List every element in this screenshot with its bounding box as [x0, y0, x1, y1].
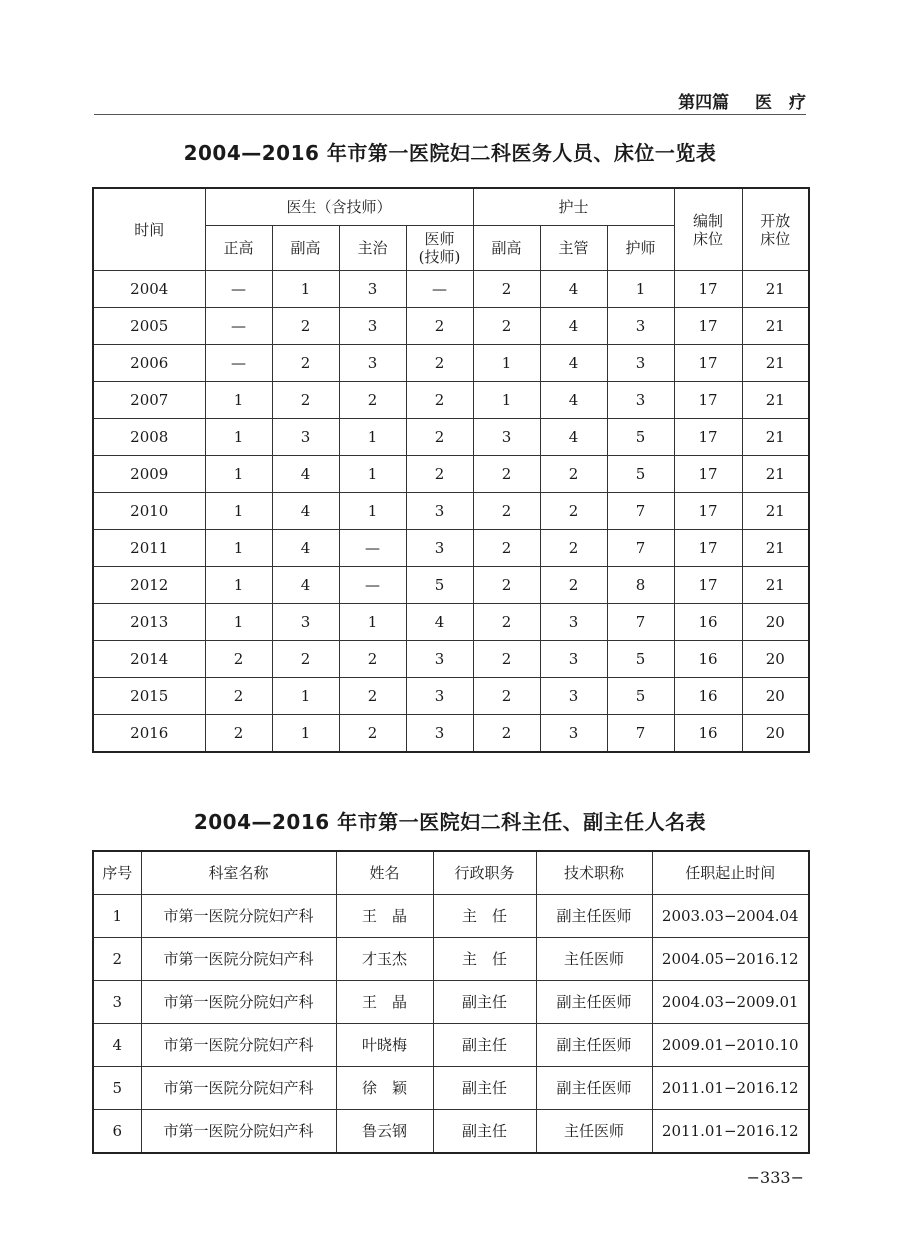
- table-cell: 16: [674, 641, 742, 678]
- table-cell: 4: [540, 271, 607, 308]
- table-cell: 2: [272, 382, 339, 419]
- table-cell: —: [406, 271, 473, 308]
- table-cell: —: [339, 567, 406, 604]
- table-cell: 17: [674, 271, 742, 308]
- table-cell: 3: [607, 308, 674, 345]
- table-cell: 3: [93, 981, 141, 1024]
- table-cell: 1: [339, 419, 406, 456]
- table-cell: 5: [607, 678, 674, 715]
- table-cell: 2006: [93, 345, 205, 382]
- table-row: [93, 530, 809, 567]
- table-cell: 2004: [93, 271, 205, 308]
- table-row: [93, 308, 809, 345]
- table-cell: 1: [339, 604, 406, 641]
- director-table: [92, 850, 810, 1154]
- table-cell: 17: [674, 493, 742, 530]
- table-cell: 2014: [93, 641, 205, 678]
- table-cell: 21: [742, 382, 809, 419]
- table-cell: 1: [205, 419, 272, 456]
- table-cell: 3: [406, 715, 473, 753]
- table-cell: 4: [272, 530, 339, 567]
- table-cell: 3: [406, 678, 473, 715]
- director-table-title: 2004—2016 年市第一医院妇二科主任、副主任人名表: [193, 810, 707, 834]
- table-row: [93, 382, 809, 419]
- table-cell: 3: [540, 715, 607, 753]
- running-head: [94, 88, 806, 115]
- table-cell: 才玉杰: [336, 938, 433, 981]
- table-row: [93, 567, 809, 604]
- table-cell: 3: [272, 419, 339, 456]
- table-cell: 2009.01−2010.10: [652, 1024, 809, 1067]
- table-cell: 鲁云钢: [336, 1110, 433, 1154]
- table-cell: 3: [339, 271, 406, 308]
- table-cell: 1: [205, 382, 272, 419]
- table-cell: 1: [339, 493, 406, 530]
- table-cell: 1: [272, 678, 339, 715]
- table-cell: 3: [272, 604, 339, 641]
- table-cell: 市第一医院分院妇产科: [141, 981, 336, 1024]
- table-row: [93, 1067, 809, 1110]
- table-row: [93, 895, 809, 938]
- table-cell: 2: [473, 715, 540, 753]
- table-cell: 市第一医院分院妇产科: [141, 1110, 336, 1154]
- table-cell: 2: [406, 382, 473, 419]
- table-cell: 副主任医师: [536, 1024, 652, 1067]
- table-cell: —: [205, 308, 272, 345]
- table-cell: 2004.03−2009.01: [652, 981, 809, 1024]
- table-cell: 4: [272, 456, 339, 493]
- table-cell: 3: [406, 493, 473, 530]
- table-cell: 2: [272, 308, 339, 345]
- table-cell: 副主任: [433, 1110, 536, 1154]
- table-cell: 7: [607, 530, 674, 567]
- table-cell: 2: [540, 456, 607, 493]
- table-cell: 2: [473, 678, 540, 715]
- table-cell: 3: [540, 678, 607, 715]
- table-cell: 2: [540, 567, 607, 604]
- table-cell: 1: [272, 271, 339, 308]
- table-cell: 2: [205, 641, 272, 678]
- table-cell: 2011.01−2016.12: [652, 1067, 809, 1110]
- header-term: 任职起止时间: [652, 851, 809, 895]
- table-cell: 5: [406, 567, 473, 604]
- table-cell: 2: [406, 308, 473, 345]
- table-cell: 4: [540, 308, 607, 345]
- table-cell: 副主任: [433, 981, 536, 1024]
- table-cell: 市第一医院分院妇产科: [141, 938, 336, 981]
- header-open-beds: 开放 床位: [742, 188, 809, 271]
- table-cell: 2008: [93, 419, 205, 456]
- table-row: [93, 981, 809, 1024]
- table-cell: 2: [93, 938, 141, 981]
- table-cell: 1: [205, 530, 272, 567]
- table-cell: 2016: [93, 715, 205, 753]
- table-cell: 2: [406, 345, 473, 382]
- table-cell: 4: [540, 345, 607, 382]
- header-tech-title: 技术职称: [536, 851, 652, 895]
- table-cell: 20: [742, 715, 809, 753]
- table-cell: 副主任医师: [536, 981, 652, 1024]
- header-nurse-associate: 副高: [473, 226, 540, 271]
- staff-table-title: 2004—2016 年市第一医院妇二科医务人员、床位一览表: [183, 141, 717, 165]
- header-doctor-group: 医生（含技师）: [205, 188, 473, 226]
- table-row: [93, 419, 809, 456]
- table-cell: 2005: [93, 308, 205, 345]
- table-row: [93, 456, 809, 493]
- table-cell: 副主任: [433, 1067, 536, 1110]
- table-cell: 3: [406, 641, 473, 678]
- table-cell: 市第一医院分院妇产科: [141, 895, 336, 938]
- table-cell: 21: [742, 456, 809, 493]
- table-cell: 3: [540, 641, 607, 678]
- table-cell: 16: [674, 678, 742, 715]
- table-cell: 主 任: [433, 938, 536, 981]
- table-cell: 1: [272, 715, 339, 753]
- header-department: 科室名称: [141, 851, 336, 895]
- table-cell: 8: [607, 567, 674, 604]
- header-name: 姓名: [336, 851, 433, 895]
- table-cell: 17: [674, 456, 742, 493]
- table-cell: 1: [339, 456, 406, 493]
- header-nurse-group: 护士: [473, 188, 674, 226]
- table-cell: 3: [339, 345, 406, 382]
- table-cell: 2: [205, 715, 272, 753]
- table-cell: 2: [473, 308, 540, 345]
- table-cell: 王 晶: [336, 981, 433, 1024]
- table-cell: 2: [339, 678, 406, 715]
- table-row: [93, 938, 809, 981]
- table-cell: 2003.03−2004.04: [652, 895, 809, 938]
- table-cell: 3: [540, 604, 607, 641]
- header-index: 序号: [93, 851, 141, 895]
- table-cell: 2004.05−2016.12: [652, 938, 809, 981]
- table-cell: 2009: [93, 456, 205, 493]
- table-cell: 17: [674, 419, 742, 456]
- table-cell: 17: [674, 567, 742, 604]
- table-cell: 7: [607, 604, 674, 641]
- table-cell: 4: [540, 419, 607, 456]
- table-cell: 16: [674, 715, 742, 753]
- table-cell: 2012: [93, 567, 205, 604]
- table-cell: 21: [742, 345, 809, 382]
- table-cell: 2: [540, 493, 607, 530]
- table-cell: 2: [406, 456, 473, 493]
- table-cell: 3: [607, 345, 674, 382]
- table-cell: 6: [93, 1110, 141, 1154]
- staff-beds-table: [92, 187, 810, 753]
- table-cell: 1: [205, 493, 272, 530]
- table-cell: 20: [742, 641, 809, 678]
- header-doctor-associate: 副高: [272, 226, 339, 271]
- table-cell: 2007: [93, 382, 205, 419]
- table-row: [93, 493, 809, 530]
- header-planned-beds: 编制 床位: [674, 188, 742, 271]
- table-cell: 17: [674, 308, 742, 345]
- table-row: [93, 715, 809, 753]
- table-cell: 主 任: [433, 895, 536, 938]
- table-cell: 3: [607, 382, 674, 419]
- table-cell: 1: [473, 345, 540, 382]
- table-cell: 2: [339, 641, 406, 678]
- running-head-part: 第四篇: [678, 93, 730, 113]
- table-row: [93, 271, 809, 308]
- table-cell: 主任医师: [536, 938, 652, 981]
- table-cell: 20: [742, 604, 809, 641]
- table-cell: 2: [272, 345, 339, 382]
- table-cell: 2013: [93, 604, 205, 641]
- table-cell: 21: [742, 271, 809, 308]
- header-doctor-physician: 医师 (技师): [406, 226, 473, 271]
- header-nurse-supervisor: 主管: [540, 226, 607, 271]
- table-row: [93, 345, 809, 382]
- table-cell: 7: [607, 715, 674, 753]
- table-cell: —: [205, 345, 272, 382]
- table-cell: 2011.01−2016.12: [652, 1110, 809, 1154]
- table-cell: 副主任医师: [536, 1067, 652, 1110]
- table-row: [93, 641, 809, 678]
- table-cell: 副主任医师: [536, 895, 652, 938]
- table-cell: 5: [93, 1067, 141, 1110]
- table-cell: 1: [205, 604, 272, 641]
- table-cell: 21: [742, 419, 809, 456]
- table-cell: 2: [540, 530, 607, 567]
- table-cell: 4: [93, 1024, 141, 1067]
- table-cell: 21: [742, 308, 809, 345]
- table-cell: 2: [205, 678, 272, 715]
- table-cell: 2: [473, 271, 540, 308]
- table-cell: 5: [607, 456, 674, 493]
- table-cell: 21: [742, 530, 809, 567]
- table-cell: 2010: [93, 493, 205, 530]
- table-cell: 2011: [93, 530, 205, 567]
- table-cell: 3: [406, 530, 473, 567]
- header-nurse-nurse: 护师: [607, 226, 674, 271]
- table-cell: 1: [607, 271, 674, 308]
- header-doctor-senior: 正高: [205, 226, 272, 271]
- table-cell: 5: [607, 641, 674, 678]
- table-cell: 20: [742, 678, 809, 715]
- table-cell: —: [339, 530, 406, 567]
- table-cell: 5: [607, 419, 674, 456]
- table-row: [93, 604, 809, 641]
- table-cell: 17: [674, 382, 742, 419]
- table-cell: 副主任: [433, 1024, 536, 1067]
- table-cell: 2: [473, 567, 540, 604]
- table-cell: 21: [742, 493, 809, 530]
- table-cell: 4: [272, 493, 339, 530]
- page-number: −333−: [746, 1168, 804, 1187]
- table-cell: 叶晓梅: [336, 1024, 433, 1067]
- table-cell: 4: [406, 604, 473, 641]
- table-row: [93, 678, 809, 715]
- table-cell: 2015: [93, 678, 205, 715]
- table-cell: 4: [540, 382, 607, 419]
- table-cell: 1: [93, 895, 141, 938]
- table-cell: 2: [473, 604, 540, 641]
- header-doctor-attending: 主治: [339, 226, 406, 271]
- table-cell: 2: [473, 456, 540, 493]
- table-cell: 4: [272, 567, 339, 604]
- table-cell: 17: [674, 530, 742, 567]
- table-cell: 2: [272, 641, 339, 678]
- table-cell: 3: [473, 419, 540, 456]
- table-cell: 主任医师: [536, 1110, 652, 1154]
- table-cell: 市第一医院分院妇产科: [141, 1067, 336, 1110]
- table-cell: 21: [742, 567, 809, 604]
- table-cell: 王 晶: [336, 895, 433, 938]
- table-cell: 2: [473, 641, 540, 678]
- table-cell: 16: [674, 604, 742, 641]
- table-cell: 2: [473, 493, 540, 530]
- table-cell: 2: [339, 715, 406, 753]
- running-head-chapter: 医 疗: [755, 93, 806, 113]
- header-time: 时间: [93, 188, 205, 271]
- table-cell: 2: [473, 530, 540, 567]
- header-admin-post: 行政职务: [433, 851, 536, 895]
- table-cell: 17: [674, 345, 742, 382]
- table-cell: 2: [406, 419, 473, 456]
- table-cell: 1: [205, 567, 272, 604]
- table-cell: 7: [607, 493, 674, 530]
- table-cell: 1: [473, 382, 540, 419]
- table-cell: 徐 颖: [336, 1067, 433, 1110]
- table-cell: —: [205, 271, 272, 308]
- table-cell: 市第一医院分院妇产科: [141, 1024, 336, 1067]
- table-cell: 1: [205, 456, 272, 493]
- table-cell: 3: [339, 308, 406, 345]
- table-row: [93, 1110, 809, 1154]
- table-cell: 2: [339, 382, 406, 419]
- table-row: [93, 1024, 809, 1067]
